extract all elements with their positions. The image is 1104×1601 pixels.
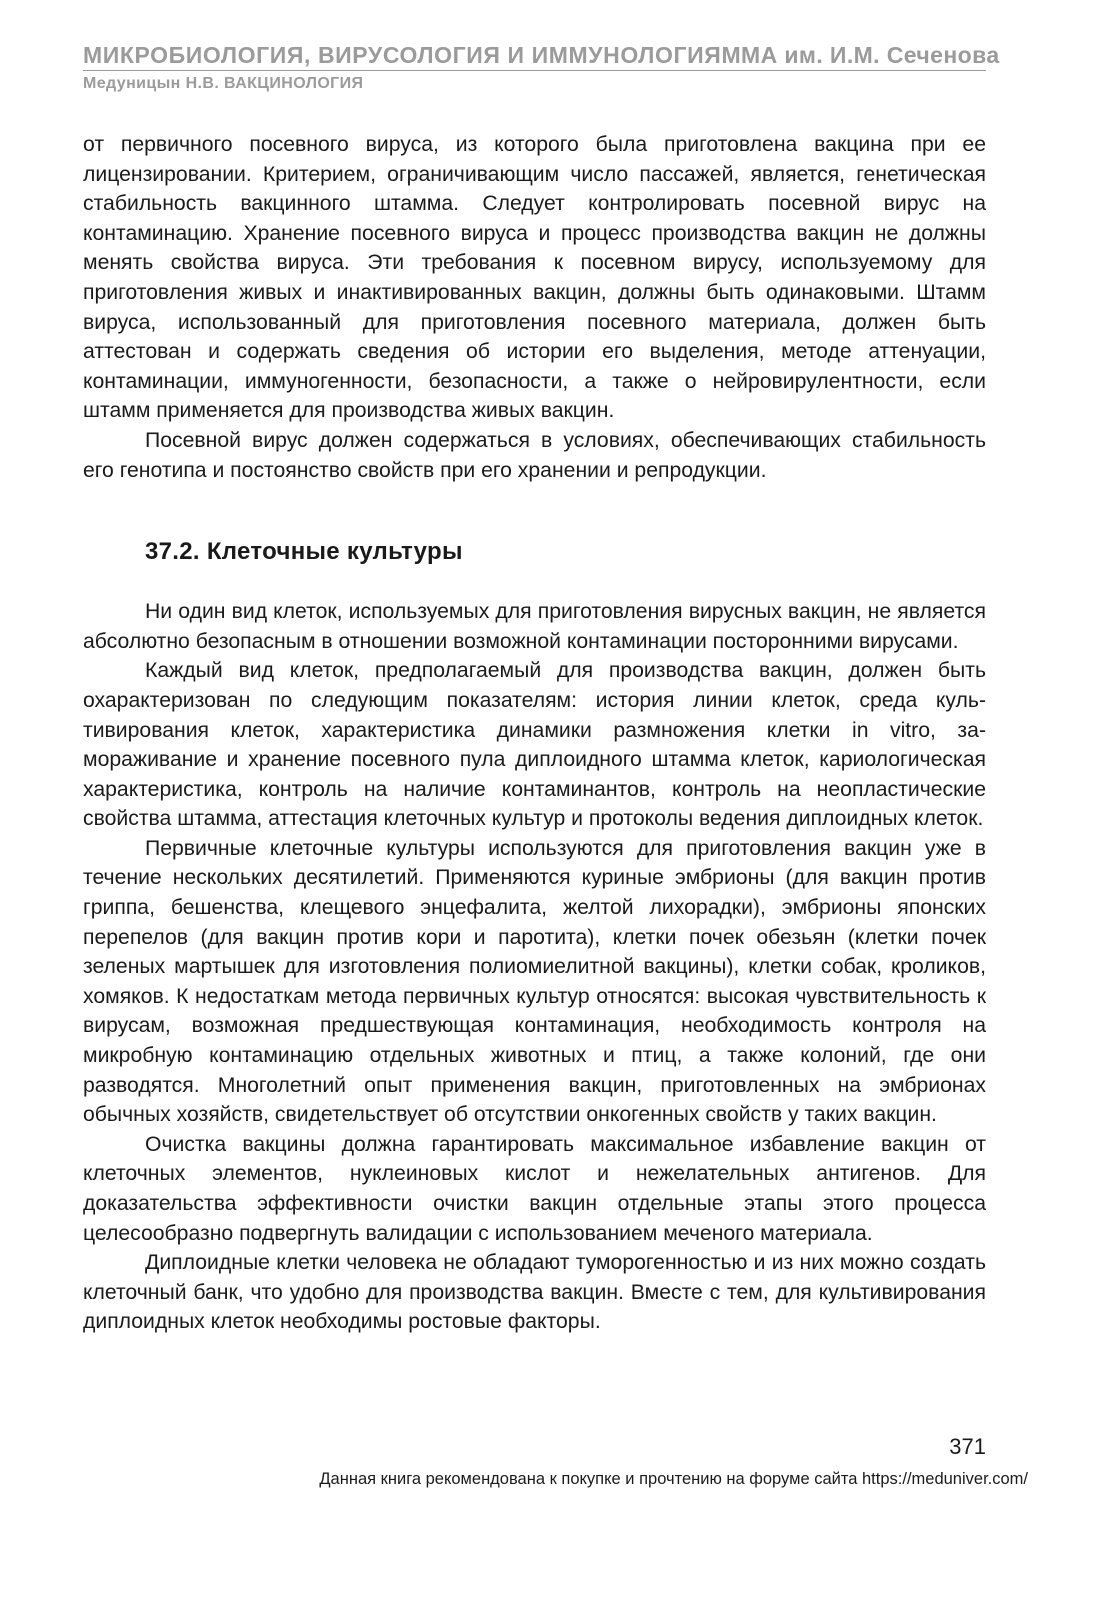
section-heading: 37.2. Клеточные культуры: [145, 538, 463, 566]
header-book-title: МИКРОБИОЛОГИЯ, ВИРУСОЛОГИЯ И ИММУНОЛОГИЯ: [83, 42, 722, 68]
header-author-subject: Медуницын Н.В. ВАКЦИНОЛОГИЯ: [83, 75, 364, 92]
footer-note: Данная книга рекомендована к покупке и прочтению на форуме сайта https://meduniver.com/: [319, 1470, 1028, 1488]
paragraph: Диплоидные клетки человека не обладают туморогенностью и из них можно создать клеточный банк, что удобно для производства вакцин. Вместе с тем, для культивирования диплоидных клеток необходимы ростовые факторы.: [83, 1251, 986, 1334]
running-header: [83, 42, 1000, 93]
paragraph: Посевной вирус должен содержаться в условиях, обеспечивающих стабильность его генотипа и постоянство свойств при его хранении и репродукции.: [83, 428, 986, 482]
page-number: 371: [949, 1434, 986, 1459]
paragraph-continued: от первичного посевного вируса, из которого была приготовлена вакцина при ее лицензировании. Критерием, ограничивающим число пассажей, является, генетическая стабильность вакцинного штамма. Следует контролировать посевной вирус на контаминацию. Хранение посевного вируса и процесс производства вакцин не должны менять свойства вируса. Эти требования к посевном вирусу, используемому для приготовления живых и инактивированных вакцин, должны быть одинаковыми. Штамм вируса, использованный для приготовления посевного материала, должен быть аттестован и содержать сведения об истории его выделения, методе аттенуации, контаминации, иммуногенности, безопасности, а также о нейровирулентности, если штамм применяется для производства живых вакцин.: [83, 133, 986, 423]
paragraph: Первичные клеточные культуры используются для приготовления вакцин уже в течение нескольких десятилетий. Применяются куриные эмбрионы (для вакцин против гриппа, бешенства, клещевого энцефалита, желтой лихорадки), эмбрионы японских перепелов (для вакцин против кори и паротита), клетки почек обезьян (клетки почек зеленых мартышек для изготовления полиомиелитной вакцины), клетки собак, кроликов, хомяков. К недостаткам метода первичных культур относятся: высокая чувствительность к вирусам, возможная предшествующая контаминация, необходимость контроля на микробную контаминацию отдельных животных и птиц, а также колоний, где они разводятся. Многолетний опыт применения вакцин, приготовленных на эмбрионах обычных хозяйств, свидетельствует об отсутствии онкогенных свойств у таких вакцин.: [83, 836, 986, 1127]
header-row: [83, 42, 1000, 71]
paragraph: Каждый вид клеток, предполагаемый для производства вакцин, должен быть охарактеризован по следующим показателям: история линии клеток, среда культивирования клеток, характеристика динамики размножения клетки in vitro, замораживание и хранение посевного пула диплоидного штамма клеток, кариологическая характеристика, контроль на наличие контаминантов, контроль на неопластические свойства штамма, аттестация клеточных культур и протоколы ведения диплоидных клеток.: [83, 659, 986, 831]
paragraph: Ни один вид клеток, используемых для приготовления вирусных вакцин, не является абсолютно безопасным в отношении возможной контаминации посторонними вирусами.: [83, 600, 986, 653]
header-publisher: ММА им. И.М. Сеченова: [721, 42, 1000, 68]
main-text: [83, 130, 986, 1337]
paragraph: Очистка вакцины должна гарантировать максимальное избавление вакцин от клеточных элементов, нуклеиновых кислот и нежелательных антигенов. Для доказательства эффективности очистки вакцин отдельные этапы этого процесса целесообразно подвергнуть валидации с использованием меченого материала.: [83, 1132, 986, 1245]
